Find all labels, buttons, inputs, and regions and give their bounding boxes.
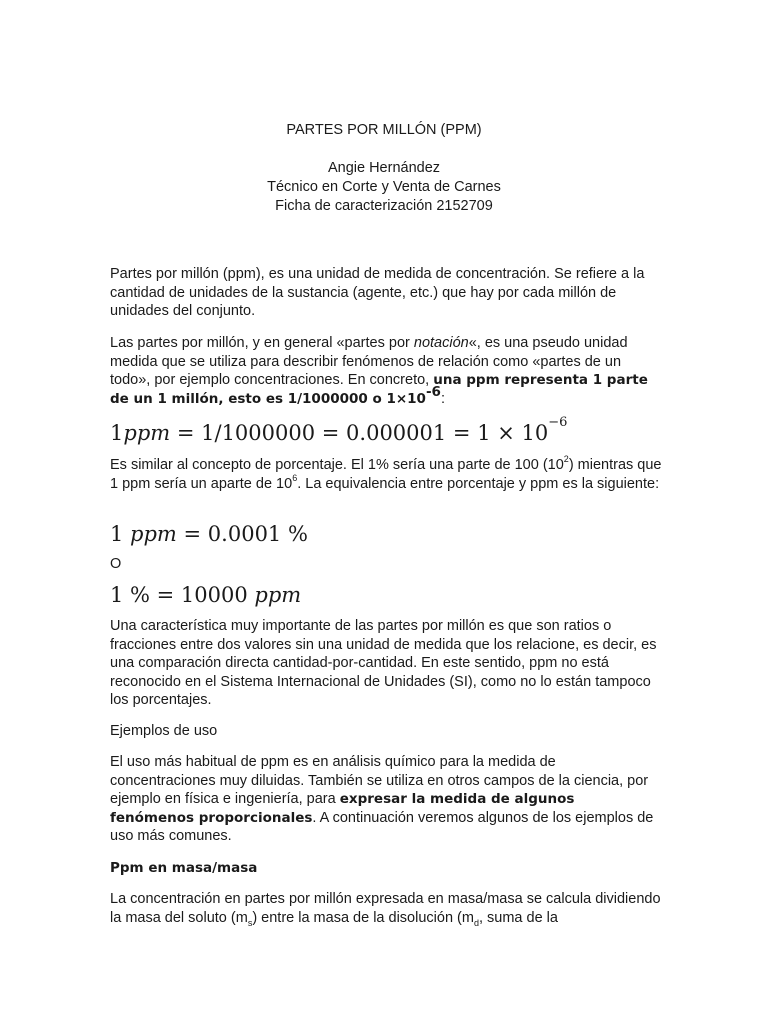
f1-lhs-num: 1 bbox=[110, 421, 124, 445]
paragraph-uses bbox=[110, 753, 662, 846]
paragraph-definition bbox=[110, 334, 662, 408]
formula-ppm-to-percent bbox=[110, 521, 308, 547]
author-name: Angie Hernández bbox=[327, 160, 441, 176]
f1-exponent: −6 bbox=[548, 415, 568, 430]
document-header bbox=[0, 121, 768, 216]
f2-a: 1 bbox=[110, 522, 131, 546]
paragraph-characteristic: Una característica muy importante de las partes por millón es que son ratios o fracciones entre dos valores sin una unidad de medida que los relacione, es decir, es una comparación directa cantidad-por-cantidad. En este sentido, ppm no está reconocido en el Sistema Internacional de Unidades (SI), como no lo están tampoco los porcentajes. bbox=[110, 618, 657, 708]
paragraph-mass-calculation bbox=[110, 890, 662, 927]
p2-end: : bbox=[440, 390, 445, 407]
f3-unit: ppm bbox=[254, 583, 302, 607]
section-heading-mass: Ppm en masa/masa bbox=[110, 860, 258, 876]
f1-lhs-unit: ppm bbox=[123, 421, 171, 445]
p2-bold-sup: -6 bbox=[425, 383, 441, 400]
f1-rhs: = 1/1000000 = 0.000001 = 1 × 10 bbox=[170, 421, 549, 445]
p2-italic: notación bbox=[413, 335, 469, 351]
paragraph-percentage bbox=[110, 456, 662, 493]
p6-text-a: La concentración en partes por millón expresada en masa/masa se calcula dividiendo la masa del soluto (m bbox=[110, 891, 661, 926]
formula-ppm-definition bbox=[110, 415, 568, 446]
p5-text-b: . A continuación veremos algunos de los ejemplos de uso más comunes. bbox=[110, 809, 654, 844]
p5-bold: expresar la medida de algunos fenómenos proporcionales bbox=[110, 791, 575, 826]
p6-text-c: , suma de la bbox=[478, 909, 558, 926]
p3-text-b: ) mientras que 1 ppm sería un aparte de 10 bbox=[110, 457, 662, 492]
document-title: PARTES POR MILLÓN (PPM) bbox=[286, 122, 482, 138]
p6-text-b: ) entre la masa de la disolución (m bbox=[252, 909, 474, 926]
section-heading-examples: Ejemplos de uso bbox=[110, 723, 218, 739]
p5-text-a: El uso más habitual de ppm es en análisis químico para la medida de concentraciones muy diluidas. También se utiliza en otros campos de la ciencia, por ejemplo en física e ingeniería, para bbox=[110, 754, 649, 807]
ficha-number: Ficha de caracterización 2152709 bbox=[275, 198, 493, 214]
p3-text-a: Es similar al concepto de porcentaje. El 1% sería una parte de 100 (10 bbox=[110, 457, 564, 473]
p2-text-a: Las partes por millón, y en general «partes por bbox=[110, 335, 414, 351]
p2-text-b: «, es una pseudo unidad medida que se utiliza para describir fenómenos de relación como «partes de un todo», por ejemplo concentraciones. En concreto, bbox=[110, 335, 628, 388]
p3-text-c: . La equivalencia entre porcentaje y ppm es la siguiente: bbox=[297, 475, 660, 492]
p3-sup1: 2 bbox=[563, 454, 569, 465]
or-word: O bbox=[110, 556, 122, 572]
p6-sub1: s bbox=[247, 917, 253, 928]
f2-b: = 0.0001 % bbox=[176, 522, 308, 546]
f2-unit: ppm bbox=[130, 522, 177, 546]
p6-sub2: d bbox=[473, 917, 479, 928]
p3-sup2: 6 bbox=[292, 472, 298, 483]
program-name: Técnico en Corte y Venta de Carnes bbox=[267, 179, 501, 195]
paragraph-intro: Partes por millón (ppm), es una unidad de medida de concentración. Se refiere a la cantidad de unidades de la sustancia (agente, etc.) que hay por cada millón de unidades del conjunto. bbox=[110, 266, 645, 319]
f3-a: 1 % = 10000 bbox=[110, 583, 255, 607]
formula-percent-to-ppm bbox=[110, 582, 301, 608]
p2-bold: una ppm representa 1 parte de un 1 millón, esto es 1/1000000 o 1×10 bbox=[110, 372, 648, 407]
